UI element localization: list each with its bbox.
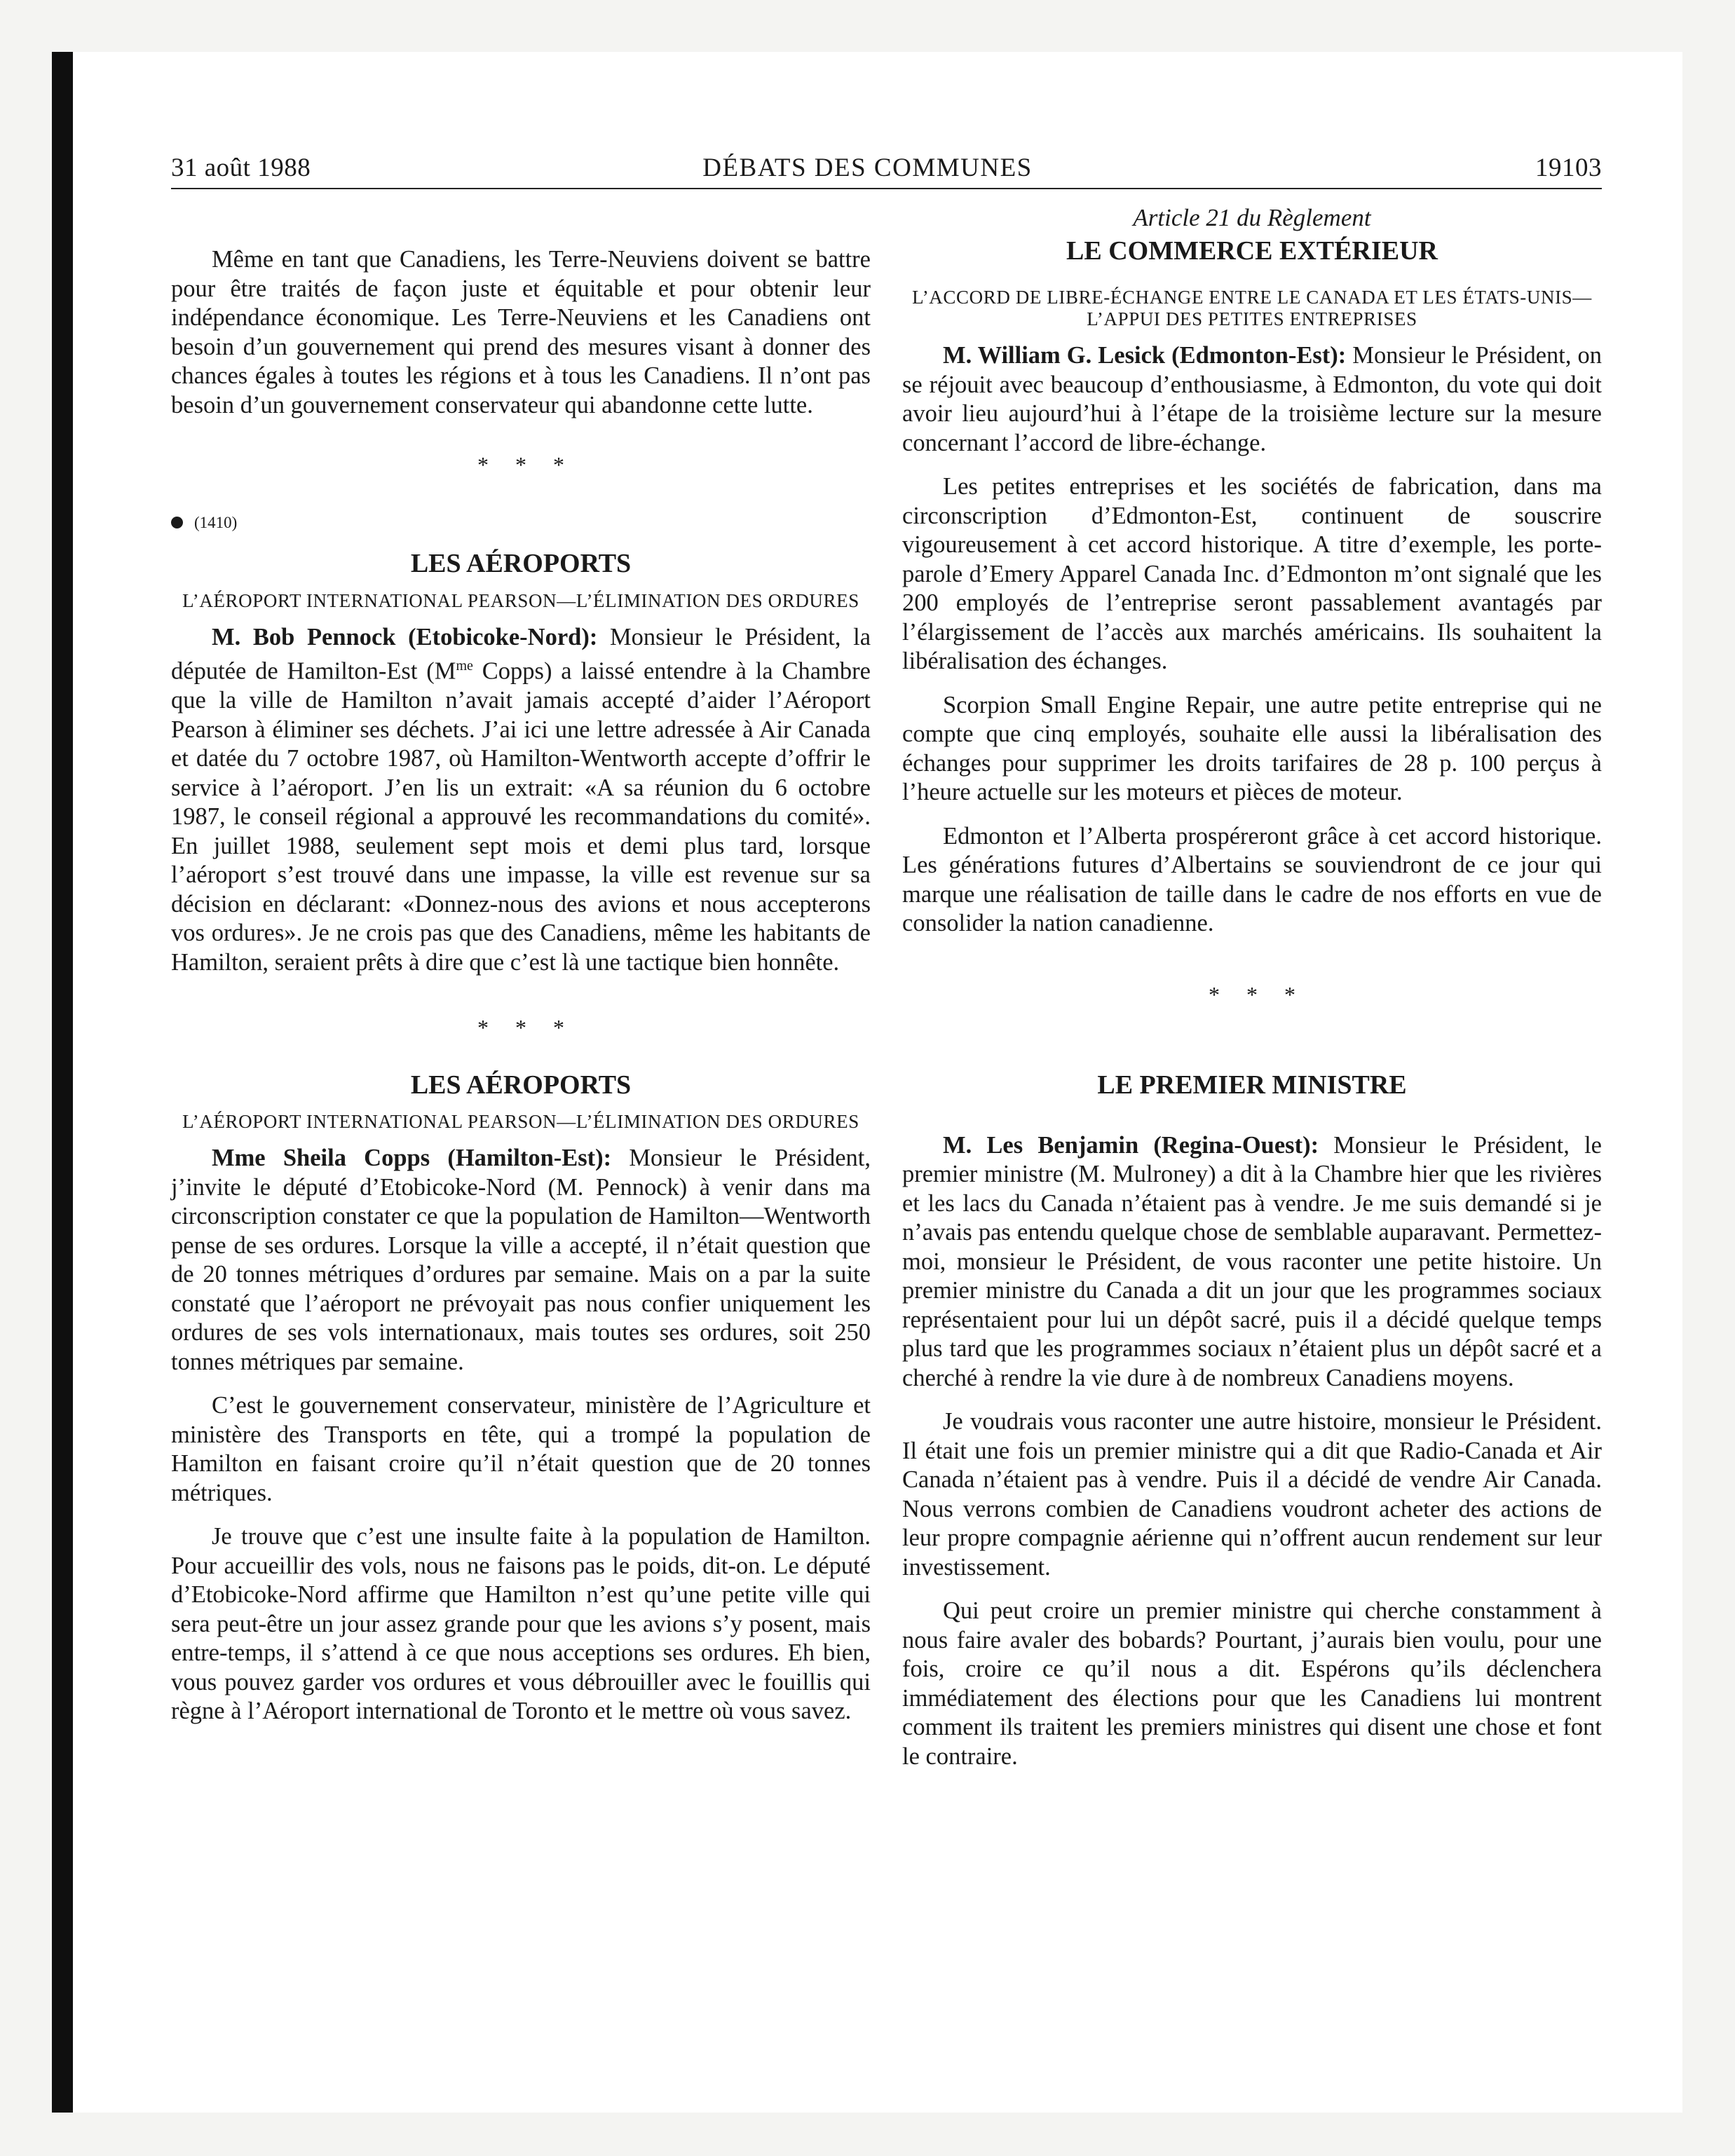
paragraph: Je voudrais vous raconter une autre histoire, monsieur le Président. Il était une fois un premier ministre qui a dit que Radio-Canada et Air Canada n’étaient pas à vendre. Puis il a décidé de vendre Air Canada. Nous verrons combien de Canadiens voudront acheter des actions de leur propre compagnie aérienne qui n’offrent aucun rendement sur leur investissement. xyxy=(902,1408,1602,1581)
left-column xyxy=(171,203,871,1741)
speech-pennock xyxy=(171,623,871,978)
speaker-name: Mme Sheila Copps (Hamilton-Est): xyxy=(212,1145,612,1171)
speaker-name: M. William G. Lesick (Edmonton-Est): xyxy=(943,342,1347,369)
section-heading: LES AÉROPORTS xyxy=(410,549,632,578)
speech-text: Copps) a laissé entendre à la Chambre que la ville de Hamilton n’avait jamais accepté d’aider l’Aéroport Pearson à éliminer ses déchets. J’ai ici une lettre adressée à Air Canada et datée du 7 octobre 1987, où Hamilton-Wentworth accepte d’offrir le service à l’aéroport. J’en lis un extrait: «A sa réunion du 6 octobre 1987, le conseil régional a approuvé les recommandations du comité». En juillet 1988, seulement sept mois et demi plus tard, lorsque l’aéroport s’est trouvé dans une impasse, la ville est revenue sur sa décision en déclarant: «Donnez-nous des avions et nous accepterons vos ordures». Je ne crois pas que des Canadiens, même les habitants de Hamilton, seraient prêts à dire que c’est là une tactique bien honnête. xyxy=(171,657,871,976)
right-column xyxy=(902,203,1602,1786)
section-separator: * * * xyxy=(477,1015,564,1040)
superscript: me xyxy=(456,658,473,674)
header-page-number: 19103 xyxy=(1535,153,1602,182)
time-marker-label: (1410) xyxy=(194,513,238,531)
speech-text: Monsieur le Président, la députée de Hamilton-Est (M xyxy=(171,623,871,685)
speaker-name: M. Les Benjamin (Regina-Ouest): xyxy=(943,1131,1319,1159)
paragraph: C’est le gouvernement conservateur, ministère de l’Agriculture et ministère des Transports en tête, qui a trompé la population de Hamilton en faisant croire qu’il n’était question que de 20 tonnes métriques. xyxy=(171,1392,871,1506)
section-subheading: L’AÉROPORT INTERNATIONAL PEARSON—L’ÉLIMINATION DES ORDURES xyxy=(182,1111,859,1132)
section-separator: * * * xyxy=(477,452,564,477)
speech-lesick xyxy=(902,341,1602,458)
speaker-name: M. Bob Pennock (Etobicoke-Nord): xyxy=(212,623,598,650)
header-title: DÉBATS DES COMMUNES xyxy=(702,153,1033,182)
paragraph: Les petites entreprises et les sociétés de fabrication, dans ma circonscription d’Edmonton-Est, continuent de souscrire vigoureusement à cet accord historique. A titre d’exemple, les porte-parole d’Emery Apparel Canada Inc. d’Edmonton m’ont signalé que les 200 employés de l’entreprise seront passablement avantagés par l’élargissement de l’accès aux marchés américains. Ils souhaitent la libéralisation des échanges. xyxy=(902,473,1602,674)
binding-edge xyxy=(52,52,73,2113)
section-separator: * * * xyxy=(1209,981,1295,1007)
speech-copps xyxy=(171,1144,871,1377)
speech-text: Monsieur le Président, le premier ministre (M. Mulroney) a dit à la Chambre hier que les rivières et les lacs du Canada n’étaient pas à vendre. Je me suis demandé si je n’avais pas entendu quelque chose de semblable auparavant. Permettez-moi, monsieur le Président, de vous raconter une petite histoire. Un premier ministre du Canada a dit un jour que les programmes sociaux représentaient pour lui un dépôt sacré, puis il a décidé quelque temps plus tard que les programmes sociaux n’étaient plus un dépôt sacré et a cherché à rendre la vie dure à de nombreux Canadiens moyens. xyxy=(902,1131,1602,1391)
paragraph: Scorpion Small Engine Repair, une autre petite entreprise qui ne compte que cinq employés, souhaite elle aussi la libéralisation des échanges pour supprimer les droits tarifaires de 28 p. 100 perçus à l’heure actuelle sur les moteurs et pièces de moteur. xyxy=(902,691,1602,805)
time-marker xyxy=(171,508,871,538)
bullet-icon xyxy=(171,517,183,528)
paragraph: Je trouve que c’est une insulte faite à la population de Hamilton. Pour accueillir des vols, nous ne faisons pas le poids, dit-on. Le député d’Etobicoke-Nord affirme que Hamilton n’est qu’une petite ville qui sera peut-être un jour assez grande pour que les avions s’y posent, mais entre-temps, il s’attend à ce que nous acceptions ses ordures. Eh bien, vous pouvez garder vos ordures et vous débrouiller avec le fouillis qui règne à l’Aéroport international de Toronto et le mettre où vous savez. xyxy=(171,1523,871,1724)
speech-benjamin xyxy=(902,1131,1602,1393)
section-heading: LE COMMERCE EXTÉRIEUR xyxy=(1066,236,1438,266)
article-label: Article 21 du Règlement xyxy=(1133,204,1371,231)
paragraph: Qui peut croire un premier ministre qui cherche constamment à nous faire avaler des bobards? Pourtant, j’aurais bien voulu, pour une fois, croire ce qu’il nous a dit. Espérons qu’ils déclenchera immédiatement des élections pour que les Canadiens lui montrent comment ils traitent les premiers ministres qui disent une chose et font le contraire. xyxy=(902,1597,1602,1770)
paragraph: Même en tant que Canadiens, les Terre-Neuviens doivent se battre pour être traités de façon juste et équitable et pour obtenir leur indépendance économique. Les Terre-Neuviens et les Canadiens ont besoin d’un gouvernement qui prend des mesures visant à donner des chances égales à toutes les régions et à tous les Canadiens. Il n’ont pas besoin d’un gouvernement conservateur qui abandonne cette lutte. xyxy=(171,246,871,418)
paragraph: Edmonton et l’Alberta prospéreront grâce à cet accord historique. Les générations futures d’Albertains se souviendront de ce jour qui marque une réalisation de taille dans le cadre de nos efforts en vue de consolider la nation canadienne. xyxy=(902,822,1602,936)
section-subheading: L’AÉROPORT INTERNATIONAL PEARSON—L’ÉLIMINATION DES ORDURES xyxy=(182,589,859,611)
header-date: 31 août 1988 xyxy=(171,153,311,182)
section-subheading: L’ACCORD DE LIBRE-ÉCHANGE ENTRE LE CANADA ET LES ÉTATS-UNIS—L’APPUI DES PETITES ENTREPRISES xyxy=(912,287,1592,329)
speech-text: Monsieur le Président, on se réjouit avec beaucoup d’enthousiasme, à Edmonton, du vote qui doit avoir lieu aujourd’hui à l’étape de la troisième lecture sur la mesure concernant l’accord de libre-échange. xyxy=(902,342,1602,456)
section-heading: LES AÉROPORTS xyxy=(410,1070,632,1100)
section-heading: LE PREMIER MINISTRE xyxy=(1097,1070,1407,1100)
speech-text: Monsieur le Président, j’invite le député d’Etobicoke-Nord (M. Pennock) à venir dans ma circonscription constater ce que la population de Hamilton—Wentworth pense de ses ordures. Lorsque la ville a accepté, il n’était question que de 20 tonnes métriques d’ordures par semaine. Mais on a par la suite constaté que l’aéroport ne prévoyait pas nous confier uniquement les ordures de ses vols internationaux, mais toutes ses ordures, soit 250 tonnes métriques par semaine. xyxy=(171,1145,871,1375)
header-rule xyxy=(171,188,1602,189)
